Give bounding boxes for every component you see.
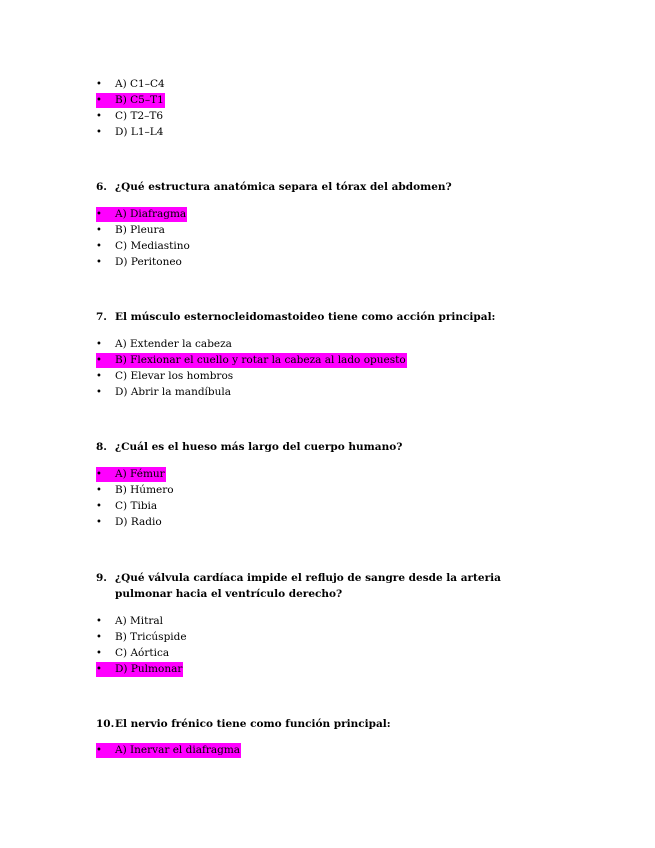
option-6a: • A) Diafragma	[96, 208, 187, 220]
bullet-icon: •	[96, 501, 102, 512]
option-9c: • C) Aórtica	[96, 645, 655, 661]
option-10a: • A) Inervar el diafragma	[96, 744, 241, 756]
option-7b: • B) Flexionar el cuello y rotar la cabeza al lado opuesto	[96, 354, 406, 366]
option-7d: • D) Abrir la mandíbula	[96, 384, 655, 400]
option-5d: • D) L1–L4	[96, 124, 655, 140]
bullet-icon: •	[96, 616, 102, 627]
question-8-options	[0, 466, 655, 530]
bullet-icon: •	[96, 127, 102, 138]
question-6-options	[0, 206, 655, 270]
bullet-icon: •	[96, 225, 102, 236]
question-6	[0, 179, 655, 195]
option-8b: • B) Húmero	[96, 482, 655, 498]
option-8a: • A) Fémur	[96, 468, 165, 480]
bullet-icon: •	[96, 469, 102, 480]
bullet-icon: •	[96, 95, 102, 106]
bullet-icon: •	[96, 339, 102, 350]
option-9a: • A) Mitral	[96, 613, 655, 629]
bullet-icon: •	[96, 387, 102, 398]
question-5-options	[0, 76, 655, 140]
question-8-text: 8. ¿Cuál es el hueso más largo del cuerpo humano?	[96, 441, 403, 453]
bullet-icon: •	[96, 241, 102, 252]
question-7-text: 7. El músculo esternocleidomastoideo tiene como acción principal:	[96, 311, 496, 323]
option-6d: • D) Peritoneo	[96, 254, 655, 270]
option-9b: • B) Tricúspide	[96, 629, 655, 645]
question-10-options	[0, 742, 655, 758]
option-8d: • D) Radio	[96, 514, 655, 530]
option-7c: • C) Elevar los hombros	[96, 368, 655, 384]
option-6c: • C) Mediastino	[96, 238, 655, 254]
bullet-icon: •	[96, 111, 102, 122]
option-6b: • B) Pleura	[96, 222, 655, 238]
question-6-text: 6. ¿Qué estructura anatómica separa el tórax del abdomen?	[96, 181, 452, 193]
question-9	[0, 570, 655, 602]
bullet-icon: •	[96, 257, 102, 268]
option-7a: • A) Extender la cabeza	[96, 336, 655, 352]
bullet-icon: •	[96, 485, 102, 496]
question-7	[0, 309, 655, 325]
bullet-icon: •	[96, 371, 102, 382]
bullet-icon: •	[96, 355, 102, 366]
question-7-options	[0, 336, 655, 400]
bullet-icon: •	[96, 632, 102, 643]
question-10-text: 10.El nervio frénico tiene como función principal:	[96, 718, 391, 730]
option-5c: • C) T2–T6	[96, 108, 655, 124]
bullet-icon: •	[96, 517, 102, 528]
bullet-icon: •	[96, 79, 102, 90]
bullet-icon: •	[96, 209, 102, 220]
question-9-options	[0, 613, 655, 677]
question-9-text: 9. ¿Qué válvula cardíaca impide el reflujo de sangre desde la arteria pulmonar hacia el ventrículo derecho?	[96, 572, 501, 600]
option-8c: • C) Tibia	[96, 498, 655, 514]
question-10	[0, 716, 655, 732]
question-8	[0, 439, 655, 455]
bullet-icon: •	[96, 745, 102, 756]
option-5b: • B) C5–T1	[96, 94, 164, 106]
option-5a: • A) C1–C4	[96, 76, 655, 92]
option-9d: • D) Pulmonar	[96, 663, 183, 675]
bullet-icon: •	[96, 648, 102, 659]
bullet-icon: •	[96, 664, 102, 675]
